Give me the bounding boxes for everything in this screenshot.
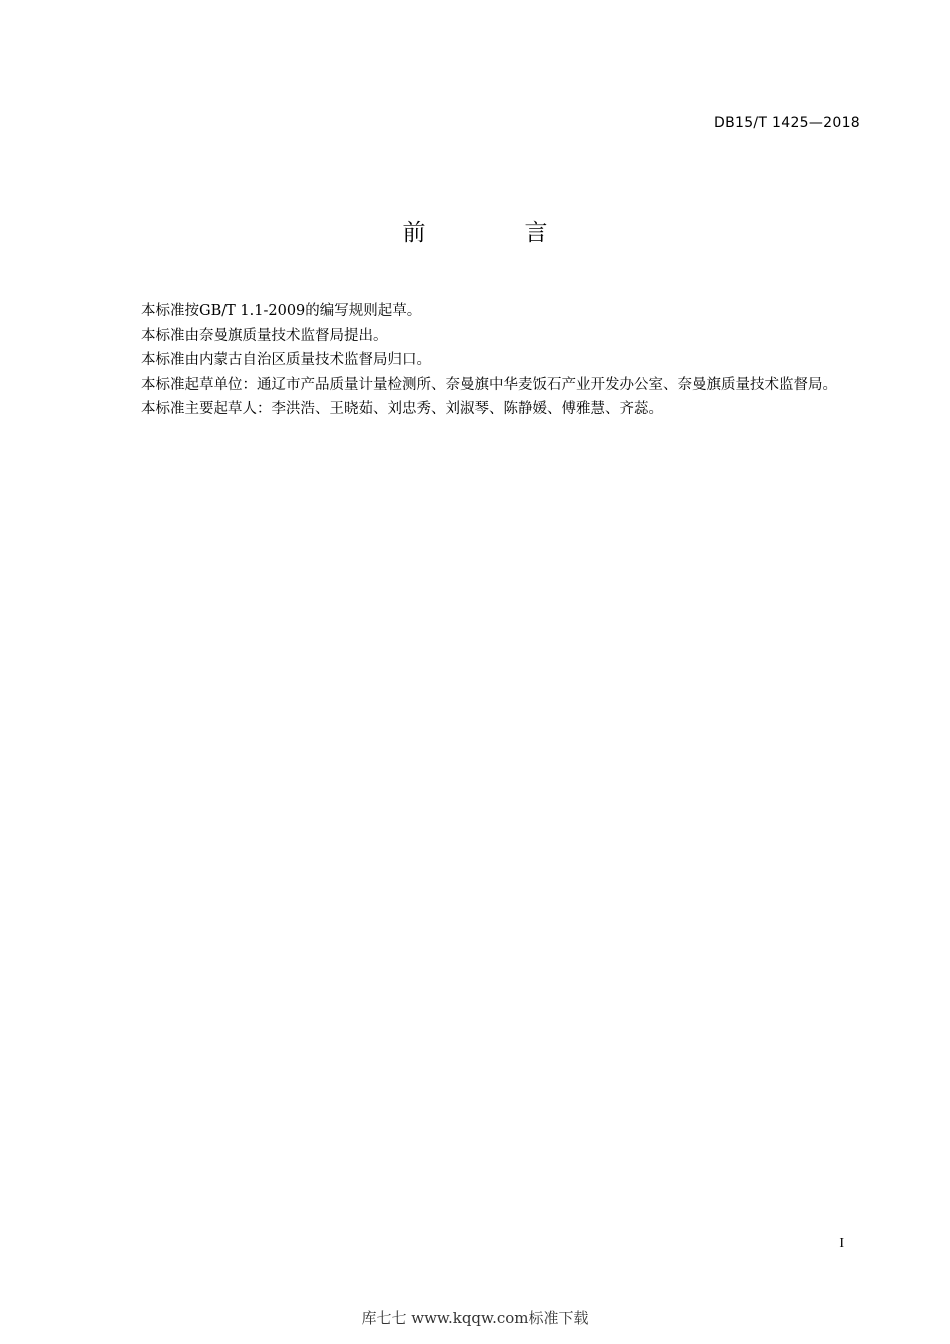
standard-code: DB15/T 1425—2018 bbox=[714, 115, 860, 131]
paragraph-drafters: 本标准主要起草人：李洪浩、王晓茹、刘忠秀、刘淑琴、陈静媛、傅雅慧、齐蕊。 bbox=[141, 401, 663, 417]
paragraph-centralized-unit: 本标准由内蒙古自治区质量技术监督局归口。 bbox=[141, 352, 431, 368]
footer-watermark: 库七七 www.kqqw.com标准下载 bbox=[361, 1309, 589, 1327]
paragraph-proposer: 本标准由奈曼旗质量技术监督局提出。 bbox=[141, 327, 388, 344]
page-number: I bbox=[839, 1236, 844, 1251]
paragraph-drafting-rules: 本标准按GB/T 1.1-2009的编写规则起草。 bbox=[141, 303, 422, 319]
paragraph-drafting-units: 本标准起草单位：通辽市产品质量计量检测所、奈曼旗中华麦饭石产业开发办公室、奈曼旗质量技术监督局。 bbox=[141, 376, 837, 393]
page-title: 前 言 bbox=[402, 220, 586, 246]
foreword-body bbox=[112, 299, 862, 422]
